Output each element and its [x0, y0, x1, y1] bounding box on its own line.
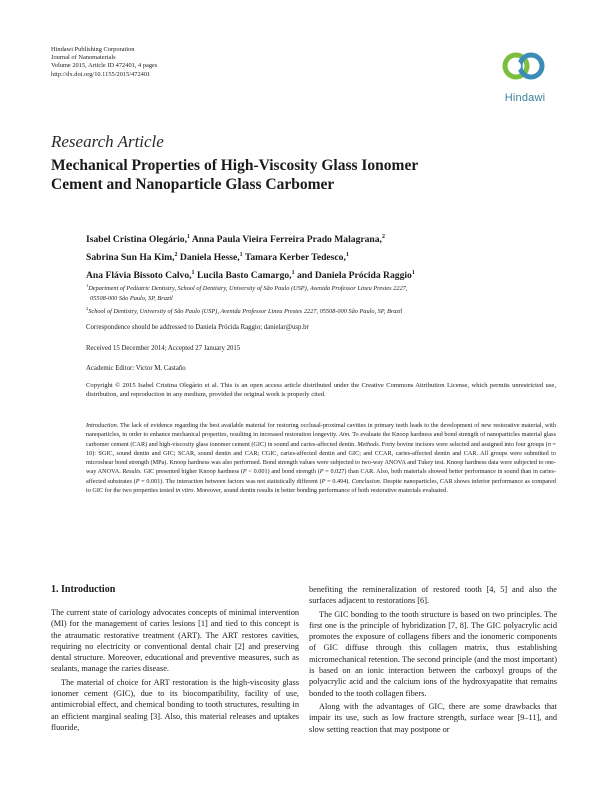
affiliation-1-line-2: 05508-000 São Paulo, SP, Brazil [90, 294, 173, 302]
abstract-n-symbol: n [547, 440, 551, 448]
affiliation-sup: 1 [86, 283, 89, 288]
author-affil-sup: 1 [187, 234, 190, 240]
abstract-results-text: < 0.001) and bond strength ( [246, 468, 320, 476]
author-line-2 [86, 248, 526, 266]
article-title [51, 156, 521, 194]
abstract-results-text: GIC presented higher Knoop hardness ( [141, 468, 243, 476]
abstract-methods-text: Forty bovine incisors were selected and assigned into four groups ( [380, 440, 548, 448]
abstract-in-vitro: in vitro [175, 486, 194, 494]
abstract-conclusion-label: Conclusion. [351, 477, 382, 485]
copyright-notice: Copyright © 2015 Isabel Cristina Olegário et al. This is an open access article distributed under the Creative Commons Attribution License, which permits unrestricted use, distribution, and reproduction in any medium, provided the original work is properly cited. [86, 382, 556, 399]
abstract-p-symbol: P [321, 477, 326, 485]
author-affil-sup: 1 [239, 251, 243, 258]
body-paragraph: benefiting the remineralization of restored tooth [4, 5] and also the surfaces adjacent to restorations [6]. [309, 585, 557, 606]
body-column-right [309, 584, 557, 735]
abstract-intro-label: Introduction. [86, 422, 119, 429]
author-affil-sup: 1 [345, 251, 349, 258]
doi-link[interactable]: http://dx.doi.org/10.1155/2015/472401 [51, 70, 151, 78]
abstract-intro-text: The lack of evidence regarding the best available material for restoring occlusal-proximal cavities in primary teeth leads to the development of new restorative material, with nanoparticles, in order to enhance mechanical properties, resulting in increased restoration longevity. [86, 422, 556, 439]
author-affil-sup: 1 [411, 269, 415, 276]
volume-info: Volume 2015, Article ID 472401, 4 pages [51, 62, 158, 70]
affiliation-1-line-1: Department of Pediatric Dentistry, School of Dentistry, University of São Paulo (USP), Avenida Professor Lineu Prestes 2227, [88, 285, 408, 293]
author-affil-sup: 1 [291, 269, 295, 276]
journal-name: Journal of Nanomaterials [51, 54, 116, 62]
title-line-2: Cement and Nanoparticle Glass Carbomer [51, 176, 335, 193]
abstract-results-label: Results. [122, 468, 142, 476]
abstract-results-text: = 0.027) than CAR. Also, both materials showed better performance in sound than in caries-affected substrates ( [86, 468, 557, 485]
author-name: Sabrina Sun Ha Kim, [86, 252, 175, 264]
author-list [86, 230, 526, 284]
abstract-conclusion-text: Despite nanoparticles, CAR shows inferior performance as compared to GIC for the two properties tested [86, 477, 556, 494]
author-name: and Daniela Prócida Raggio [296, 270, 412, 282]
journal-info [51, 46, 157, 79]
hindawi-logo-text: Hindawi [504, 92, 546, 104]
title-line-1: Mechanical Properties of High-Viscosity Glass Ionomer [51, 157, 419, 174]
abstract [86, 421, 556, 495]
affiliation-2 [86, 304, 556, 317]
academic-editor: Academic Editor: Victor M. Castaño [86, 365, 186, 372]
body-paragraph: Along with the advantages of GIC, there are some drawbacks that impair its use, such as low fracture strength, surface wear [9–11], and slow setting reaction that may postpone or [309, 701, 557, 734]
body-paragraph: The material of choice for ART restoration is the high-viscosity glass ionomer cement (GIC), due to its biocompatibility, facility of use, antimicrobial effect, and chemical bonding to tooth structures, resulting in an efficient marginal sealing [3]. Also, this material releases and uptakes fluoride, [51, 677, 299, 732]
abstract-methods-label: Methods. [357, 440, 381, 448]
author-affil-sup: 2 [174, 251, 178, 258]
correspondence: Correspondence should be addressed to Daniela Prócida Raggio; danielar@usp.br [86, 324, 309, 331]
author-name: Tamara Kerber Tedesco, [244, 252, 346, 264]
abstract-aim-label: Aim. [339, 431, 351, 439]
author-affil-sup: 1 [191, 269, 195, 276]
abstract-methods-text: = 10): SGIC, sound dentin and GIC; SCAR, sound dentin and CAR; CGIC, caries-affected dentin and GIC; and CCAR, caries-affected dentin and CAR. All groups were submitted to microshear bond strength (MPa). Knoop hardness was also performed. Bond strength values were subjected to two-way ANOVA and Tukey test. Knoop hardness data were subjected to one-way ANOVA. [86, 440, 556, 476]
abstract-results-text: = 0.001). The interaction between factors was not statistically different ( [139, 477, 322, 485]
author-name: Lucila Basto Camargo, [196, 270, 292, 282]
author-name: Ana Flávia Bissoto Calvo, [86, 270, 192, 282]
author-affil-sup: 2 [381, 234, 385, 240]
author-name: Daniela Hesse, [179, 252, 240, 264]
abstract-p-symbol: P [242, 468, 247, 476]
abstract-results-text: = 0.494). [325, 477, 352, 485]
publisher-name: Hindawi Publishing Corporation [51, 46, 135, 53]
affiliations [86, 281, 556, 317]
author-line-1 [86, 230, 526, 248]
body-paragraph: The current state of cariology advocates concepts of minimal intervention (MI) for the management of caries lesions [1] and tied to this concept is the atraumatic restorative treatment (ART). The ART restores cavities, requiring no electricity or conventional dental chair [2] and preserving dental structure. Moreover, educational and preventive measures, such as sealants, manage the caries disease. [51, 608, 299, 674]
author-name: Isabel Cristina Olegário, [86, 234, 187, 246]
author-name: Anna Paula Vieira Ferreira Prado Malagrana, [191, 234, 382, 246]
body-column-left [51, 584, 299, 733]
affiliation-sup: 2 [86, 305, 89, 311]
abstract-conclusion-text: . Moreover, sound dentin results in better bonding performance of both restorative materials evaluated. [193, 486, 448, 494]
affiliation-2-line-1: School of Dentistry, University of São Paulo (USP), Avenida Professor Lineu Prestes 2227, 05508-000 São Paulo, SP, Brazil [88, 307, 403, 315]
abstract-p-symbol: P [135, 477, 140, 485]
received-dates: Received 15 December 2014; Accepted 27 January 2015 [86, 345, 241, 352]
article-type: Research Article [51, 132, 164, 151]
body-paragraph: The GIC bonding to the tooth structure is based on two principles. The first one is the principle of hybridization [7, 8]. The GIC polyacrylic acid promotes the exposure of collagens fibers and the ionomeric components of GIC diffuse through this collagen matrix, thus establishing micromechanical retention. The second principle (and the most important) is based on an ionic interaction between the carboxyl groups of the polyacrylic acid and the calcium ions of the hydroxyapatite that remains bonded to the tooth collagen fibers. [309, 609, 557, 698]
affiliation-1 [86, 281, 556, 294]
abstract-aim-text: To evaluate the Knoop hardness and bond strength of nanoparticles material glass carbomer cement (CAR) and high-viscosity glass ionomer cement (GIC) in sound and caries-affected dentin. [86, 431, 556, 448]
section-heading-introduction: 1. Introduction [51, 584, 116, 595]
abstract-p-symbol: P [319, 468, 324, 476]
